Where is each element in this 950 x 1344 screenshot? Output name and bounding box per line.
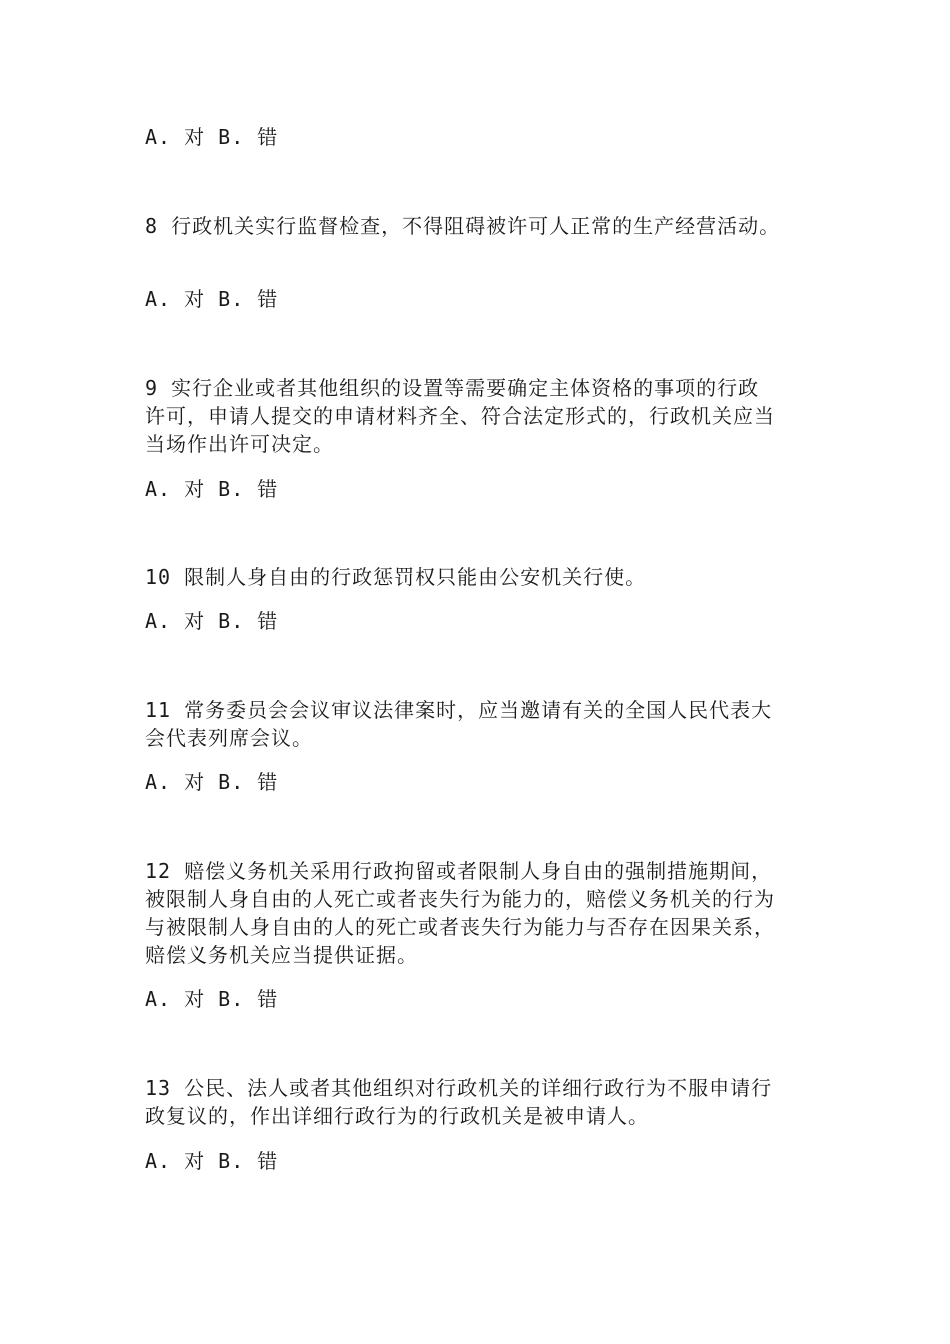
answer-options: A. 对 B. 错 bbox=[145, 1149, 279, 1173]
question-11-line-2: 会代表列席会议。 bbox=[145, 726, 313, 750]
answer-options: A. 对 B. 错 bbox=[145, 287, 279, 311]
question-11-line-1: 11 常务委员会会议审议法律案时，应当邀请有关的全国人民代表大 bbox=[145, 698, 773, 722]
answer-options: A. 对 B. 错 bbox=[145, 987, 279, 1011]
question-9-line-1: 9 实行企业或者其他组织的设置等需要确定主体资格的事项的行政 bbox=[145, 376, 760, 400]
question-12-line-4: 赔偿义务机关应当提供证据。 bbox=[145, 943, 418, 967]
answer-options: A. 对 B. 错 bbox=[145, 609, 279, 633]
question-9-line-2: 许可，申请人提交的申请材料齐全、符合法定形式的，行政机关应当 bbox=[145, 404, 775, 428]
question-12-line-2: 被限制人身自由的人死亡或者丧失行为能力的，赔偿义务机关的行为 bbox=[145, 887, 775, 911]
question-8-line-1: 8 行政机关实行监督检查，不得阻碍被许可人正常的生产经营活动。 bbox=[145, 214, 781, 238]
question-10-line-1: 10 限制人身自由的行政惩罚权只能由公安机关行使。 bbox=[145, 565, 647, 589]
question-12-line-3: 与被限制人身自由的人的死亡或者丧失行为能力与否存在因果关系， bbox=[145, 915, 775, 939]
answer-options: A. 对 B. 错 bbox=[145, 125, 279, 149]
question-12-line-1: 12 赔偿义务机关采用行政拘留或者限制人身自由的强制措施期间， bbox=[145, 859, 773, 883]
answer-options: A. 对 B. 错 bbox=[145, 477, 279, 501]
question-13-line-1: 13 公民、法人或者其他组织对行政机关的详细行政行为不服申请行 bbox=[145, 1076, 773, 1100]
question-9-line-3: 当场作出许可决定。 bbox=[145, 432, 334, 456]
answer-options: A. 对 B. 错 bbox=[145, 770, 279, 794]
question-13-line-2: 政复议的，作出详细行政行为的行政机关是被申请人。 bbox=[145, 1104, 649, 1128]
